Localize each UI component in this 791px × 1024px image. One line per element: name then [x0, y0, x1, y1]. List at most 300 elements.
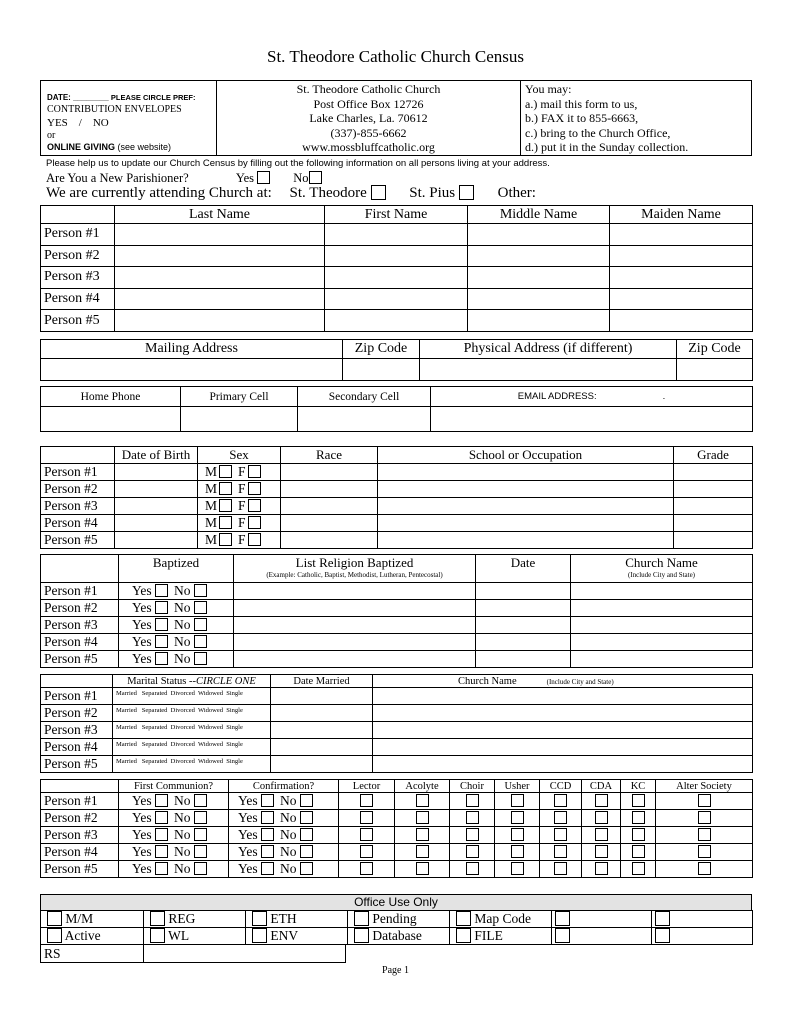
checkbox[interactable]: [155, 584, 168, 597]
table-cell[interactable]: [271, 688, 373, 705]
table-cell[interactable]: [41, 928, 144, 945]
envelopes-yes-no[interactable]: YES / NO: [47, 117, 109, 129]
checkbox[interactable]: [595, 811, 608, 824]
checkbox[interactable]: [456, 911, 471, 926]
checkbox[interactable]: [655, 928, 670, 943]
checkbox[interactable]: [595, 828, 608, 841]
table-cell[interactable]: [229, 844, 339, 861]
cell-label: Race: [281, 447, 378, 464]
table-cell[interactable]: [571, 634, 753, 651]
cell-label: Person #2: [41, 810, 119, 827]
table-cell[interactable]: [495, 793, 540, 810]
checkbox[interactable]: [416, 862, 429, 875]
checkbox[interactable]: [555, 911, 570, 926]
table-cell[interactable]: [621, 810, 656, 827]
checkbox[interactable]: [248, 499, 261, 512]
table-cell[interactable]: [656, 844, 753, 861]
table-cell[interactable]: [119, 793, 229, 810]
checkbox[interactable]: [150, 911, 165, 926]
primary-cell-field[interactable]: [181, 407, 298, 432]
checkbox[interactable]: [219, 516, 232, 529]
table-cell[interactable]: [119, 600, 234, 617]
table-cell[interactable]: [378, 515, 674, 532]
checkbox[interactable]: [632, 828, 645, 841]
checkbox[interactable]: [416, 845, 429, 858]
email-field[interactable]: [431, 407, 753, 432]
table-cell[interactable]: [395, 844, 450, 861]
checkbox[interactable]: [511, 828, 524, 841]
checkbox[interactable]: [155, 811, 168, 824]
table-row: [41, 267, 753, 289]
st-pius-checkbox[interactable]: [459, 185, 474, 200]
table-cell[interactable]: [115, 481, 198, 498]
table-cell[interactable]: [450, 844, 495, 861]
st-theodore-checkbox[interactable]: [371, 185, 386, 200]
table-cell[interactable]: [450, 911, 552, 928]
table-cell[interactable]: [271, 705, 373, 722]
zip-field[interactable]: [343, 359, 420, 381]
checkbox[interactable]: [698, 862, 711, 875]
table-cell[interactable]: [271, 722, 373, 739]
checkbox[interactable]: [632, 794, 645, 807]
table-cell[interactable]: [610, 224, 753, 246]
cell-label: Date Married: [271, 675, 373, 688]
table-cell[interactable]: [378, 464, 674, 481]
checkbox[interactable]: [194, 794, 207, 807]
checkbox[interactable]: [554, 845, 567, 858]
table-cell[interactable]: [571, 583, 753, 600]
table-cell[interactable]: [540, 861, 582, 878]
cell-label[interactable]: Married Separated Divorced Widowed Single: [113, 688, 271, 705]
table-cell[interactable]: [234, 600, 476, 617]
table-cell[interactable]: [339, 793, 395, 810]
table-cell[interactable]: [621, 861, 656, 878]
checkbox[interactable]: [416, 794, 429, 807]
table-row: [41, 844, 753, 861]
table-cell[interactable]: [281, 481, 378, 498]
table-cell[interactable]: [234, 617, 476, 634]
checkbox[interactable]: [360, 845, 373, 858]
table-cell[interactable]: [621, 844, 656, 861]
table-cell[interactable]: [119, 844, 229, 861]
table-cell[interactable]: [115, 498, 198, 515]
label: No: [280, 861, 297, 876]
table-cell[interactable]: [271, 756, 373, 773]
table-cell[interactable]: [476, 583, 571, 600]
table-cell[interactable]: [113, 675, 271, 688]
cell-label: Person #4: [41, 288, 115, 310]
table-cell[interactable]: [325, 267, 468, 289]
cell-label: First Name: [325, 206, 468, 224]
table-cell[interactable]: [339, 827, 395, 844]
table-cell[interactable]: [115, 310, 325, 332]
table-cell[interactable]: [621, 827, 656, 844]
table-cell[interactable]: [450, 928, 552, 945]
label: No: [174, 827, 191, 842]
new-parishioner-no-checkbox[interactable]: [309, 171, 322, 184]
label: F: [238, 464, 246, 479]
date-label[interactable]: [47, 93, 196, 102]
table-cell[interactable]: [41, 555, 119, 583]
table-cell[interactable]: [41, 911, 144, 928]
checkbox[interactable]: [300, 811, 313, 824]
checkbox[interactable]: [248, 533, 261, 546]
checkbox[interactable]: [360, 811, 373, 824]
new-parishioner-yes-checkbox[interactable]: [257, 171, 270, 184]
checkbox[interactable]: [155, 618, 168, 631]
label: (Example: Catholic, Baptist, Methodist, Lutheran, Pentecostal): [266, 570, 443, 579]
checkbox[interactable]: [360, 862, 373, 875]
checkbox[interactable]: [248, 465, 261, 478]
cell-label: Alter Society: [656, 780, 753, 793]
table-cell[interactable]: [115, 245, 325, 267]
table-cell[interactable]: [610, 288, 753, 310]
table-cell[interactable]: [540, 844, 582, 861]
checkbox[interactable]: [466, 828, 479, 841]
label: FILE: [474, 928, 503, 943]
table-cell[interactable]: [610, 310, 753, 332]
table-cell[interactable]: [571, 600, 753, 617]
table-cell[interactable]: [610, 245, 753, 267]
table-cell[interactable]: [198, 464, 281, 481]
checkbox[interactable]: [698, 845, 711, 858]
checkbox[interactable]: [47, 911, 62, 926]
checkbox[interactable]: [194, 635, 207, 648]
table-cell[interactable]: [621, 793, 656, 810]
checkbox[interactable]: [155, 828, 168, 841]
table-cell[interactable]: [119, 810, 229, 827]
checkbox[interactable]: [194, 845, 207, 858]
table-cell[interactable]: [41, 447, 115, 464]
checkbox[interactable]: [466, 845, 479, 858]
cell-label[interactable]: Married Separated Divorced Widowed Single: [113, 739, 271, 756]
table-cell[interactable]: [339, 810, 395, 827]
table-cell[interactable]: [571, 617, 753, 634]
table-cell[interactable]: [656, 793, 753, 810]
checkbox[interactable]: [511, 811, 524, 824]
table-cell[interactable]: [234, 583, 476, 600]
table-cell[interactable]: [495, 844, 540, 861]
table-cell[interactable]: [652, 928, 753, 945]
checkbox[interactable]: [155, 601, 168, 614]
label: M/M: [65, 911, 94, 926]
checkbox[interactable]: [194, 618, 207, 631]
table-cell[interactable]: [468, 224, 610, 246]
checkbox[interactable]: [511, 862, 524, 875]
checkbox[interactable]: [194, 811, 207, 824]
checkbox[interactable]: [595, 794, 608, 807]
checkbox[interactable]: [632, 811, 645, 824]
table-row: [41, 583, 753, 600]
table-cell[interactable]: [115, 464, 198, 481]
physical-zip-field[interactable]: [677, 359, 753, 381]
checkbox[interactable]: [354, 928, 369, 943]
table-cell[interactable]: [198, 481, 281, 498]
table-cell[interactable]: [450, 810, 495, 827]
checkbox[interactable]: [219, 465, 232, 478]
checkbox[interactable]: [456, 928, 471, 943]
table-cell[interactable]: [674, 464, 753, 481]
checkbox[interactable]: [466, 811, 479, 824]
label: (Include City and State): [627, 570, 696, 579]
table-cell[interactable]: [450, 793, 495, 810]
table-cell[interactable]: [234, 634, 476, 651]
table-cell[interactable]: [373, 688, 753, 705]
label: Other:: [497, 185, 536, 201]
table-cell[interactable]: [234, 555, 476, 583]
table-cell[interactable]: [115, 224, 325, 246]
table-cell[interactable]: [476, 600, 571, 617]
checkbox[interactable]: [150, 928, 165, 943]
checkbox[interactable]: [511, 845, 524, 858]
checkbox[interactable]: [554, 862, 567, 875]
table-cell[interactable]: [115, 267, 325, 289]
checkbox[interactable]: [261, 862, 274, 875]
table-cell[interactable]: [198, 498, 281, 515]
table-cell[interactable]: [476, 617, 571, 634]
table-cell[interactable]: [325, 245, 468, 267]
checkbox[interactable]: [155, 862, 168, 875]
table-cell[interactable]: [582, 810, 621, 827]
checkbox[interactable]: [300, 862, 313, 875]
table-cell[interactable]: [373, 675, 753, 688]
home-phone-field[interactable]: [41, 407, 181, 432]
checkbox[interactable]: [261, 794, 274, 807]
table-cell[interactable]: [378, 498, 674, 515]
label: Yes: [235, 171, 255, 185]
table-cell[interactable]: [246, 911, 348, 928]
checkbox[interactable]: [219, 533, 232, 546]
cell-label: Person #2: [41, 705, 113, 722]
checkbox[interactable]: [194, 584, 207, 597]
label: Yes: [238, 793, 258, 808]
table-cell[interactable]: [395, 827, 450, 844]
checkbox[interactable]: [155, 845, 168, 858]
table-cell[interactable]: [552, 928, 652, 945]
checkbox[interactable]: [300, 845, 313, 858]
checkbox[interactable]: [632, 862, 645, 875]
checkbox[interactable]: [47, 928, 62, 943]
mailing-address-field[interactable]: [41, 359, 343, 381]
checkbox[interactable]: [155, 635, 168, 648]
checkbox[interactable]: [416, 811, 429, 824]
table-cell[interactable]: [674, 481, 753, 498]
table-cell[interactable]: [41, 675, 113, 688]
table-cell[interactable]: [229, 861, 339, 878]
label: Yes: [132, 651, 152, 666]
checkbox[interactable]: [300, 828, 313, 841]
checkbox[interactable]: [261, 845, 274, 858]
cell-label[interactable]: Married Separated Divorced Widowed Single: [113, 705, 271, 722]
checkbox[interactable]: [194, 601, 207, 614]
table-cell[interactable]: [281, 515, 378, 532]
table-cell[interactable]: [246, 928, 348, 945]
table-cell[interactable]: [198, 515, 281, 532]
table-cell[interactable]: [495, 810, 540, 827]
checkbox[interactable]: [194, 862, 207, 875]
checkbox[interactable]: [155, 794, 168, 807]
table-cell[interactable]: [656, 810, 753, 827]
table-cell[interactable]: [325, 310, 468, 332]
checkbox[interactable]: [194, 828, 207, 841]
table-cell[interactable]: [540, 810, 582, 827]
checkbox[interactable]: [354, 911, 369, 926]
table-cell[interactable]: [41, 780, 119, 793]
table-cell[interactable]: [119, 827, 229, 844]
checkbox[interactable]: [466, 862, 479, 875]
checkbox[interactable]: [252, 928, 267, 943]
cell-label: Person #2: [41, 245, 115, 267]
table-cell[interactable]: [395, 810, 450, 827]
checkbox[interactable]: [554, 794, 567, 807]
checkbox[interactable]: [248, 516, 261, 529]
table-cell[interactable]: [656, 861, 753, 878]
checkbox[interactable]: [248, 482, 261, 495]
label: b.) FAX it to 855-6663,: [525, 111, 639, 125]
table-cell[interactable]: [468, 310, 610, 332]
checkbox[interactable]: [219, 499, 232, 512]
table-cell[interactable]: [373, 756, 753, 773]
table-cell[interactable]: [582, 861, 621, 878]
table-cell[interactable]: [378, 481, 674, 498]
table-cell[interactable]: [281, 532, 378, 549]
checkbox[interactable]: [155, 652, 168, 665]
cell-label: Person #5: [41, 861, 119, 878]
checkbox[interactable]: [698, 828, 711, 841]
table-cell[interactable]: [119, 861, 229, 878]
cell-label: KC: [621, 780, 656, 793]
table-cell[interactable]: [325, 288, 468, 310]
table-cell[interactable]: [119, 583, 234, 600]
table-cell[interactable]: [339, 844, 395, 861]
cell-label: CDA: [582, 780, 621, 793]
checkbox[interactable]: [194, 652, 207, 665]
table-row: [41, 756, 753, 773]
table-cell[interactable]: [468, 288, 610, 310]
table-cell[interactable]: [450, 827, 495, 844]
checkbox[interactable]: [261, 828, 274, 841]
checkbox[interactable]: [554, 828, 567, 841]
table-cell[interactable]: [582, 844, 621, 861]
table-cell[interactable]: [41, 206, 115, 224]
physical-address-field[interactable]: [420, 359, 677, 381]
checkbox[interactable]: [261, 811, 274, 824]
table-cell[interactable]: [144, 928, 246, 945]
table-cell[interactable]: [468, 267, 610, 289]
checkbox[interactable]: [360, 794, 373, 807]
online-giving[interactable]: [47, 142, 171, 152]
table-cell[interactable]: [674, 532, 753, 549]
table-row: [41, 810, 753, 827]
checkbox[interactable]: [698, 794, 711, 807]
label: M: [205, 481, 218, 496]
label: No: [174, 617, 191, 632]
table-cell[interactable]: [281, 498, 378, 515]
table-cell[interactable]: [495, 827, 540, 844]
table-cell[interactable]: [348, 911, 450, 928]
table-cell[interactable]: [656, 827, 753, 844]
table-cell[interactable]: [378, 532, 674, 549]
checkbox[interactable]: [360, 828, 373, 841]
table-cell[interactable]: [468, 245, 610, 267]
table-cell[interactable]: [540, 793, 582, 810]
table-cell[interactable]: [373, 739, 753, 756]
table-cell[interactable]: [119, 617, 234, 634]
table-cell[interactable]: [571, 555, 753, 583]
table-row: [41, 827, 753, 844]
checkbox[interactable]: [511, 794, 524, 807]
table-cell[interactable]: [271, 739, 373, 756]
table-cell[interactable]: [339, 861, 395, 878]
table-cell[interactable]: [652, 911, 753, 928]
table-cell[interactable]: [450, 861, 495, 878]
table-cell[interactable]: [281, 464, 378, 481]
table-cell[interactable]: [373, 705, 753, 722]
table-cell[interactable]: [234, 651, 476, 668]
checkbox[interactable]: [466, 794, 479, 807]
checkbox[interactable]: [595, 845, 608, 858]
checkbox[interactable]: [219, 482, 232, 495]
page-number: Page 1: [382, 965, 409, 976]
table-cell[interactable]: [229, 810, 339, 827]
secondary-cell-field[interactable]: [298, 407, 431, 432]
table-cell[interactable]: [373, 722, 753, 739]
checkbox[interactable]: [698, 811, 711, 824]
table-cell[interactable]: [610, 267, 753, 289]
table-cell[interactable]: [495, 861, 540, 878]
table-cell[interactable]: [476, 651, 571, 668]
cell-label: Person #1: [41, 688, 113, 705]
table-cell[interactable]: [476, 634, 571, 651]
table-cell[interactable]: [119, 634, 234, 651]
checkbox[interactable]: [655, 911, 670, 926]
table-cell[interactable]: [119, 651, 234, 668]
table-cell[interactable]: [395, 793, 450, 810]
table-cell[interactable]: [571, 651, 753, 668]
table-cell[interactable]: [144, 911, 246, 928]
table-cell[interactable]: [115, 288, 325, 310]
cell-label: Person #3: [41, 498, 115, 515]
table-header-row: [41, 911, 753, 928]
table-cell[interactable]: [674, 515, 753, 532]
checkbox[interactable]: [300, 794, 313, 807]
checkbox[interactable]: [555, 928, 570, 943]
table-cell[interactable]: [582, 827, 621, 844]
table-cell[interactable]: [115, 515, 198, 532]
table-cell[interactable]: [395, 861, 450, 878]
table-cell[interactable]: [144, 945, 346, 963]
checkbox[interactable]: [252, 911, 267, 926]
table-cell[interactable]: [115, 532, 198, 549]
table-cell[interactable]: [431, 387, 753, 407]
table-cell[interactable]: [229, 793, 339, 810]
cell-label[interactable]: Married Separated Divorced Widowed Single: [113, 722, 271, 739]
table-cell[interactable]: [582, 793, 621, 810]
checkbox[interactable]: [416, 828, 429, 841]
checkbox[interactable]: [554, 811, 567, 824]
cell-label[interactable]: Married Separated Divorced Widowed Single: [113, 756, 271, 773]
checkbox[interactable]: [632, 845, 645, 858]
table-cell[interactable]: [348, 928, 450, 945]
table-cell[interactable]: [325, 224, 468, 246]
table-cell[interactable]: [674, 498, 753, 515]
table-cell[interactable]: [540, 827, 582, 844]
table-cell[interactable]: [198, 532, 281, 549]
table-cell[interactable]: [552, 911, 652, 928]
table-cell[interactable]: [229, 827, 339, 844]
label: No: [280, 844, 297, 859]
checkbox[interactable]: [595, 862, 608, 875]
